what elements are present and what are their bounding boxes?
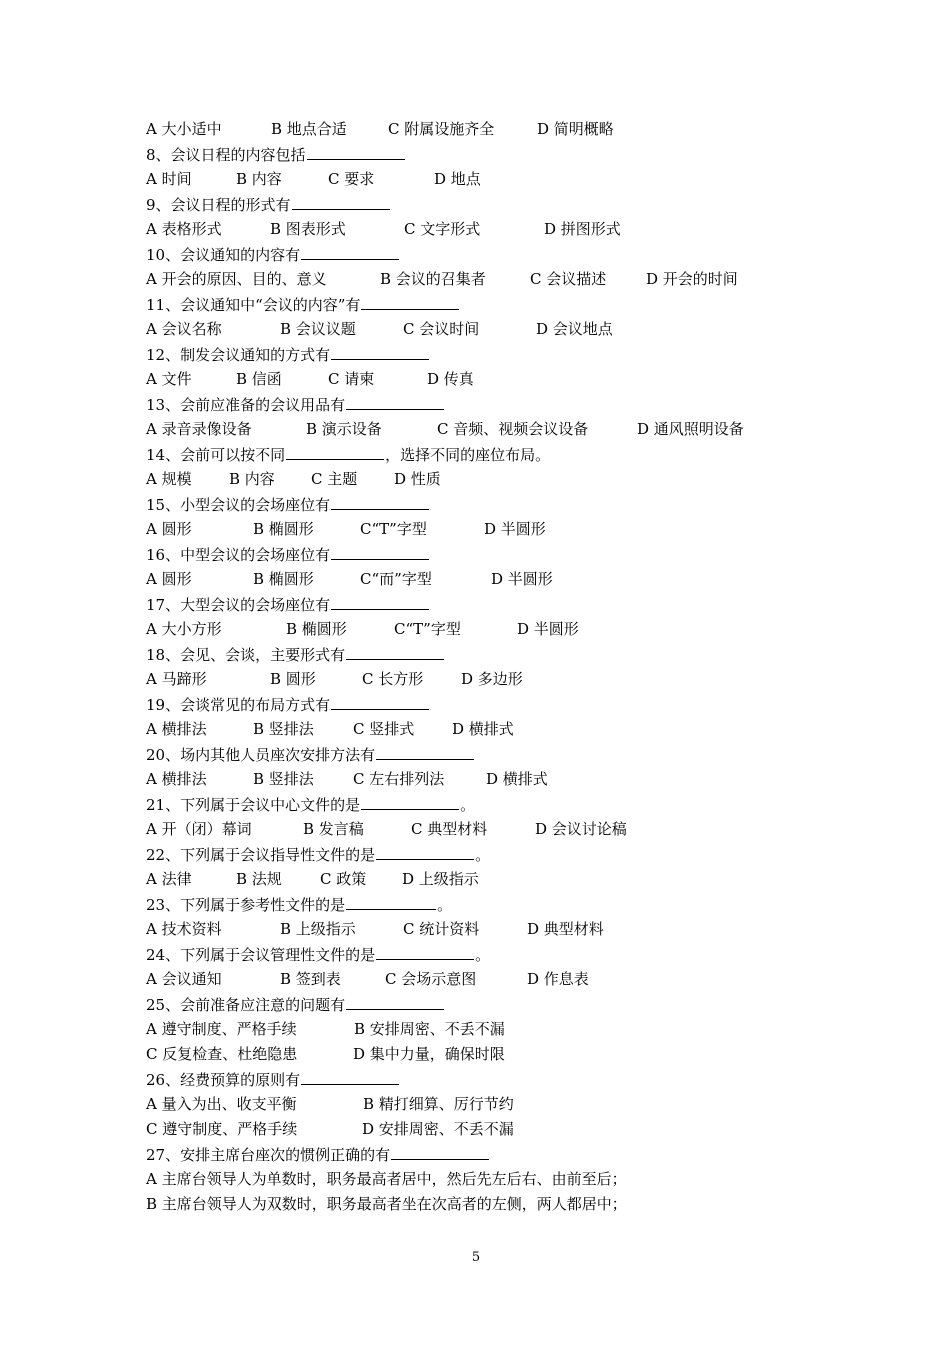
answer-blank[interactable]: [361, 292, 459, 310]
answer-blank[interactable]: [301, 242, 399, 260]
answer-option: B 会议的召集者: [380, 270, 486, 288]
question-text: 27、安排主席台座次的惯例正确的有: [146, 1146, 391, 1164]
answer-option: C 会场示意图: [385, 970, 477, 988]
question-text: 26、经费预算的原则有: [146, 1071, 301, 1089]
answer-option: B 图表形式: [270, 220, 346, 238]
question-line: [146, 292, 460, 316]
answer-option: B 会议议题: [280, 320, 356, 338]
answer-option: D 集中力量，确保时限: [353, 1045, 505, 1063]
answer-option: D 多边形: [461, 670, 523, 688]
answer-option: A 会议通知: [146, 970, 222, 988]
answer-blank[interactable]: [292, 192, 390, 210]
question-text: 15、小型会议的会场座位有: [146, 496, 331, 514]
question-text: 16、中型会议的会场座位有: [146, 546, 331, 564]
answer-option: A 技术资料: [146, 920, 222, 938]
answer-option: D 上级指示: [402, 870, 479, 888]
answer-blank[interactable]: [346, 642, 444, 660]
answer-option: A 横排法: [146, 770, 207, 788]
question-line: [146, 892, 452, 916]
answer-option: D 简明概略: [537, 120, 614, 138]
text-line: [146, 1167, 627, 1191]
answer-option: A 量入为出、收支平衡: [146, 1095, 297, 1113]
question-line: [146, 842, 490, 866]
answer-option: B 竖排法: [253, 720, 314, 738]
question-line: [146, 792, 475, 816]
answer-option: D 拼图形式: [544, 220, 621, 238]
answer-option: B 安排周密、不丢不漏: [354, 1020, 505, 1038]
answer-option: D 开会的时间: [646, 270, 738, 288]
question-line: [146, 642, 445, 666]
answer-option: C 主题: [311, 470, 358, 488]
question-text: 21、下列属于会议中心文件的是: [146, 796, 361, 814]
answer-option: C“T”字型: [360, 520, 427, 538]
answer-option: A 大小适中: [146, 120, 222, 138]
question-text: 12、制发会议通知的方式有: [146, 346, 331, 364]
text-line: [146, 1192, 627, 1216]
answer-option: C 左右排列法: [353, 770, 445, 788]
question-suffix: 。: [475, 846, 491, 864]
answer-option: C 遵守制度、严格手续: [146, 1120, 298, 1138]
answer-option: C 音频、视频会议设备: [437, 420, 589, 438]
answer-blank[interactable]: [346, 392, 444, 410]
question-line: [146, 442, 550, 466]
answer-blank[interactable]: [331, 342, 429, 360]
answer-option: A 圆形: [146, 570, 192, 588]
question-line: [146, 1142, 490, 1166]
answer-option: C 统计资料: [403, 920, 480, 938]
answer-option: C 文字形式: [404, 220, 481, 238]
question-line: [146, 192, 391, 216]
answer-option: B 内容: [236, 170, 282, 188]
answer-option: C 要求: [328, 170, 375, 188]
answer-option: A 圆形: [146, 520, 192, 538]
answer-option: C“T”字型: [394, 620, 461, 638]
answer-option: A 开（闭）幕词: [146, 820, 252, 838]
answer-blank[interactable]: [391, 1142, 489, 1160]
answer-option: B 精打细算、厉行节约: [363, 1095, 514, 1113]
answer-blank[interactable]: [376, 842, 474, 860]
answer-blank[interactable]: [286, 442, 384, 460]
answer-option-text: A 主席台领导人为单数时，职务最高者居中，然后先左后右、由前至后；: [146, 1170, 627, 1188]
answer-option: B 椭圆形: [286, 620, 347, 638]
answer-option: B 椭圆形: [253, 520, 314, 538]
answer-option: B 信函: [236, 370, 282, 388]
question-suffix: 。: [475, 946, 491, 964]
question-text: 11、会议通知中“会议的内容”有: [146, 296, 361, 314]
answer-blank[interactable]: [307, 142, 405, 160]
question-line: [146, 542, 430, 566]
answer-option: A 大小方形: [146, 620, 222, 638]
question-line: [146, 242, 400, 266]
answer-blank[interactable]: [331, 492, 429, 510]
answer-option: D 安排周密、不丢不漏: [362, 1120, 514, 1138]
answer-option: C 竖排式: [353, 720, 415, 738]
answer-option: A 马蹄形: [146, 670, 207, 688]
question-text: 24、下列属于会议管理性文件的是: [146, 946, 376, 964]
question-line: [146, 742, 475, 766]
question-text: 10、会议通知的内容有: [146, 246, 301, 264]
answer-option: B 地点合适: [271, 120, 347, 138]
answer-blank[interactable]: [301, 1067, 399, 1085]
answer-blank[interactable]: [376, 942, 474, 960]
answer-option: D 半圆形: [491, 570, 553, 588]
question-text: 8、会议日程的内容包括: [146, 146, 306, 164]
question-line: [146, 942, 490, 966]
answer-option-text: B 主席台领导人为双数时，职务最高者坐在次高者的左侧，两人都居中；: [146, 1195, 627, 1213]
answer-option: A 表格形式: [146, 220, 222, 238]
answer-option: C 附属设施齐全: [388, 120, 495, 138]
answer-blank[interactable]: [331, 692, 429, 710]
answer-option: C 反复检查、杜绝隐患: [146, 1045, 298, 1063]
question-line: [146, 1067, 400, 1091]
answer-option: D 通风照明设备: [637, 420, 744, 438]
answer-option: C 政策: [320, 870, 367, 888]
answer-option: D 传真: [427, 370, 474, 388]
answer-option: A 遵守制度、严格手续: [146, 1020, 297, 1038]
answer-option: D 半圆形: [484, 520, 546, 538]
answer-option: C 典型材料: [411, 820, 488, 838]
question-line: [146, 492, 430, 516]
question-text: 20、场内其他人员座次安排方法有: [146, 746, 376, 764]
answer-option: A 文件: [146, 370, 192, 388]
answer-option: A 会议名称: [146, 320, 222, 338]
answer-option: A 录音录像设备: [146, 420, 252, 438]
answer-option: A 法律: [146, 870, 192, 888]
answer-option: A 时间: [146, 170, 192, 188]
question-text: 22、下列属于会议指导性文件的是: [146, 846, 376, 864]
answer-option: B 法规: [236, 870, 282, 888]
answer-option: D 地点: [434, 170, 481, 188]
question-suffix: ，选择不同的座位布局。: [385, 446, 551, 464]
question-line: [146, 142, 406, 166]
answer-blank[interactable]: [346, 892, 436, 910]
answer-option: C 会议时间: [403, 320, 480, 338]
answer-option: B 椭圆形: [253, 570, 314, 588]
question-line: [146, 692, 430, 716]
question-line: [146, 992, 445, 1016]
answer-option: B 发言稿: [303, 820, 364, 838]
page-number: 5: [471, 1250, 481, 1265]
answer-option: D 作息表: [527, 970, 589, 988]
answer-option: C 长方形: [362, 670, 424, 688]
answer-option: C“而”字型: [360, 570, 432, 588]
answer-blank[interactable]: [346, 992, 444, 1010]
question-line: [146, 392, 445, 416]
answer-option: D 横排式: [486, 770, 548, 788]
question-text: 17、大型会议的会场座位有: [146, 596, 331, 614]
answer-option: A 规模: [146, 470, 192, 488]
answer-option: B 竖排法: [253, 770, 314, 788]
answer-option: B 演示设备: [306, 420, 382, 438]
answer-option: C 会议描述: [530, 270, 607, 288]
answer-option: D 横排式: [452, 720, 514, 738]
question-text: 13、会前应准备的会议用品有: [146, 396, 346, 414]
answer-option: B 签到表: [280, 970, 341, 988]
answer-blank[interactable]: [376, 742, 474, 760]
question-suffix: 。: [437, 896, 453, 914]
question-line: [146, 342, 430, 366]
question-line: [146, 592, 430, 616]
answer-option: D 会议讨论稿: [535, 820, 627, 838]
answer-option: D 半圆形: [517, 620, 579, 638]
answer-option: C 请柬: [328, 370, 375, 388]
answer-option: D 性质: [394, 470, 441, 488]
answer-option: D 会议地点: [536, 320, 613, 338]
question-text: 14、会前可以按不同: [146, 446, 286, 464]
answer-option: B 内容: [229, 470, 275, 488]
answer-option: D 典型材料: [527, 920, 604, 938]
question-text: 25、会前准备应注意的问题有: [146, 996, 346, 1014]
answer-option: B 上级指示: [280, 920, 356, 938]
answer-blank[interactable]: [361, 792, 459, 810]
question-text: 23、下列属于参考性文件的是: [146, 896, 346, 914]
answer-option: A 开会的原因、目的、意义: [146, 270, 327, 288]
answer-blank[interactable]: [331, 592, 429, 610]
question-suffix: 。: [460, 796, 476, 814]
question-text: 9、会议日程的形式有: [146, 196, 291, 214]
answer-option: A 横排法: [146, 720, 207, 738]
answer-option: B 圆形: [270, 670, 316, 688]
question-text: 19、会谈常见的布局方式有: [146, 696, 331, 714]
question-text: 18、会见、会谈，主要形式有: [146, 646, 346, 664]
answer-blank[interactable]: [331, 542, 429, 560]
